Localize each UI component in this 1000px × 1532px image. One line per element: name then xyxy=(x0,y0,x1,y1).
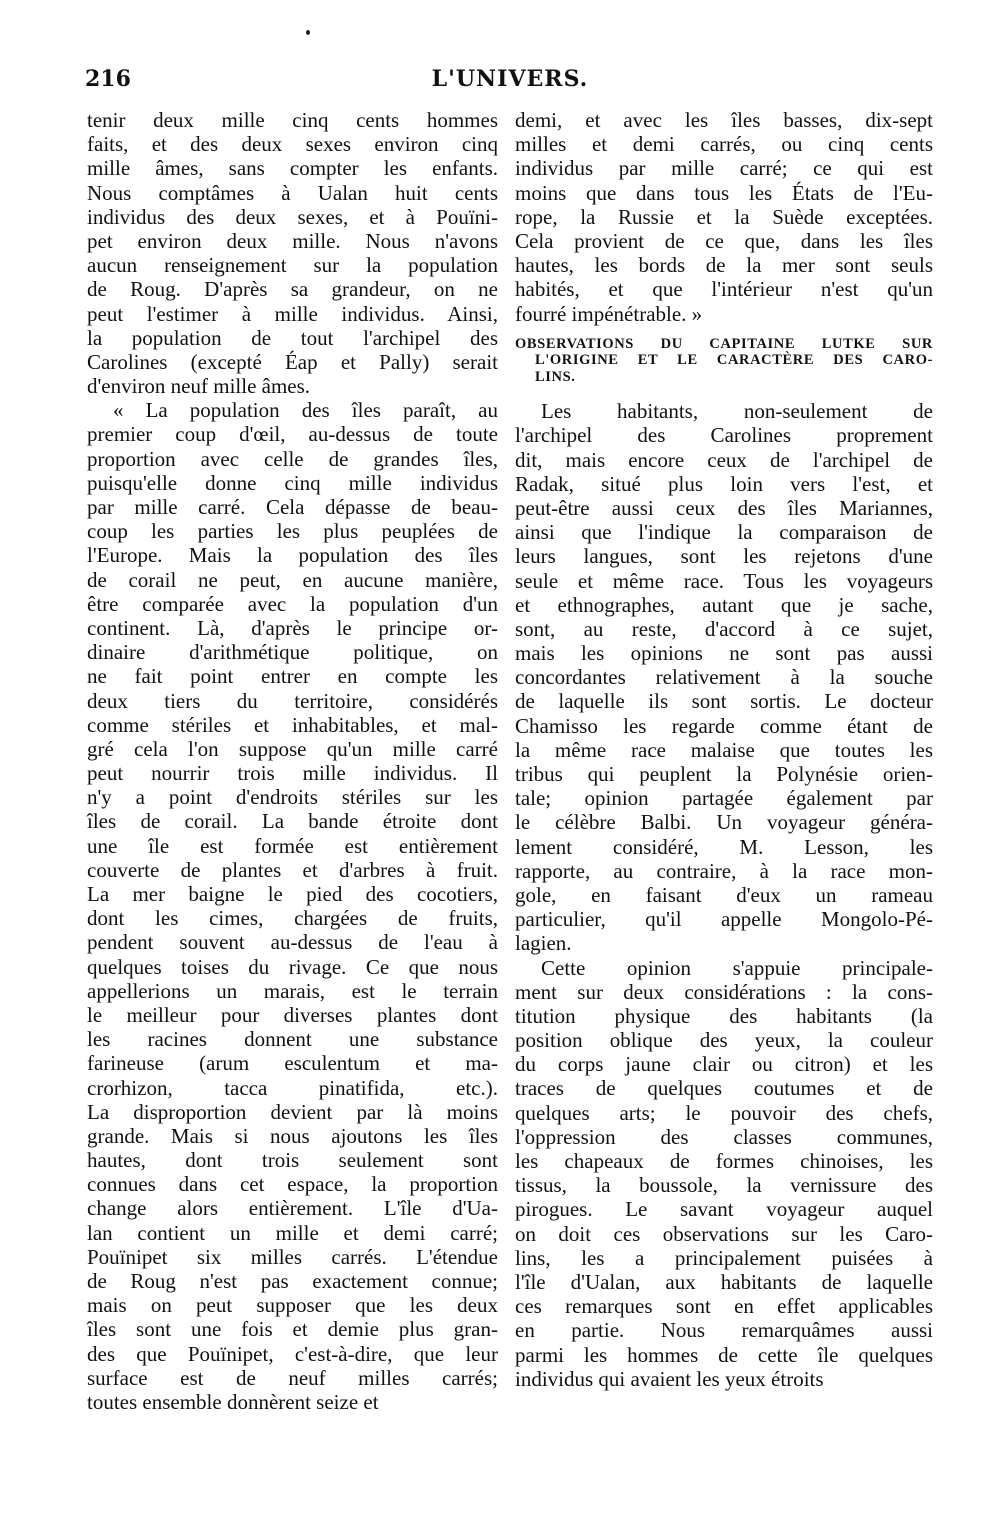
text-line: de corail ne peut, en aucune manière, xyxy=(87,567,498,592)
text-line: rope, la Russie et la Suède exceptées. xyxy=(515,204,933,229)
text-line: peut-être aussi ceux des îles Mariannes, xyxy=(515,495,933,520)
text-line: demi, et avec les îles basses, dix-sept xyxy=(515,108,933,132)
text-line: être comparée avec la population d'un xyxy=(87,591,498,616)
text-line: Cette opinion s'appuie principale- xyxy=(541,955,933,980)
text-line: quelques toises du rivage. Ce que nous xyxy=(87,954,498,979)
text-line: et ethnographes, autant que je sache, xyxy=(515,592,933,617)
text-line: milles et demi carrés, ou cinq cents xyxy=(515,132,933,157)
text-line: l'Europe. Mais la population des îles xyxy=(87,543,498,568)
text-line: lement considéré, M. Lesson, les xyxy=(515,834,933,859)
text-line: lagien. xyxy=(515,931,572,956)
text-line: pirogues. Le savant voyageur auquel xyxy=(515,1197,933,1222)
text-line: l'île d'Ualan, aux habitants de laquelle xyxy=(515,1269,933,1294)
text-line: Nous comptâmes à Ualan huit cents xyxy=(87,180,498,205)
text-line: Radak, situé plus loin vers l'est, et xyxy=(515,471,933,496)
text-line: comme stériles et inhabitables, et mal- xyxy=(87,712,498,737)
text-line: par mille carré. Cela dépasse de beau- xyxy=(87,495,498,519)
text-line: fourré impénétrable. » xyxy=(515,301,703,326)
text-line: de Roug. D'après sa grandeur, on ne xyxy=(87,277,498,302)
text-line: une île est formée est entièrement xyxy=(87,833,498,858)
text-line: aucun renseignement sur la population xyxy=(87,253,498,278)
text-line: Cela provient de ce que, dans les îles xyxy=(515,228,933,253)
text-line: continent. Là, d'après le principe or- xyxy=(87,615,498,640)
text-line: premier coup d'œil, au-dessus de toute xyxy=(87,422,498,447)
text-line: îles de corail. La bande étroite dont xyxy=(87,809,498,834)
text-line: moins que dans tous les États de l'Eu- xyxy=(515,180,933,205)
text-line: Carolines (excepté Éap et Pally) serait xyxy=(87,349,498,374)
text-line: proportion avec celle de grandes îles, xyxy=(87,446,498,471)
text-line: dit, mais encore ceux de l'archipel de xyxy=(515,447,933,472)
heading-line: LINS. xyxy=(535,368,576,385)
text-line: appellerions un marais, est le terrain xyxy=(87,978,498,1003)
text-line: habités, et que l'intérieur n'est qu'un xyxy=(515,277,933,302)
text-line: mais on peut supposer que les deux xyxy=(87,1293,498,1318)
text-line: gré cela l'on suppose qu'un mille carré xyxy=(87,736,498,761)
text-line: tribus qui peuplent la Polynésie orien- xyxy=(515,762,933,786)
text-line: la population de tout l'archipel des xyxy=(87,325,498,350)
text-line: la même race malaise que toutes les xyxy=(515,737,933,762)
text-line: îles sont une fois et demie plus gran- xyxy=(87,1317,498,1342)
heading-line: L'ORIGINE ET LE CARACTÈRE DES CARO- xyxy=(535,352,933,369)
text-line: les chapeaux de formes chinoises, les xyxy=(515,1149,933,1173)
text-line: ne fait point entrer en compte les xyxy=(87,664,498,689)
text-line: parmi les hommes de cette île quelques xyxy=(515,1342,933,1367)
text-line: sont, au reste, d'accord à ce sujet, xyxy=(515,616,933,641)
text-line: ment sur deux considérations : la cons- xyxy=(515,979,933,1004)
text-line: connues dans cet espace, la proportion xyxy=(87,1172,498,1197)
text-line: titution physique des habitants (la xyxy=(515,1003,933,1028)
text-line: individus des deux sexes, et à Pouïni- xyxy=(87,204,498,229)
text-line: position oblique des yeux, la couleur xyxy=(515,1028,933,1053)
text-line: Les habitants, non-seulement de xyxy=(541,399,933,424)
text-line: du corps jaune clair ou citron) et les xyxy=(515,1052,933,1077)
text-line: tissus, la boussole, la vernissure des xyxy=(515,1173,933,1198)
text-line: particulier, qu'il appelle Mongolo-Pé- xyxy=(515,907,933,932)
text-line: concordantes relativement à la souche xyxy=(515,665,933,690)
text-line: quelques arts; le pouvoir des chefs, xyxy=(515,1100,933,1125)
text-line: les racines donnent une substance xyxy=(87,1027,498,1052)
left-column xyxy=(87,108,498,1414)
section-heading xyxy=(515,336,933,386)
text-line: lins, les a principalement puisées à xyxy=(515,1245,933,1270)
text-line: farineuse (arum esculentum et ma- xyxy=(87,1051,498,1076)
text-line: individus qui avaient les yeux étroits xyxy=(515,1366,824,1391)
text-line: gole, en faisant d'eux un rameau xyxy=(515,882,933,907)
text-line: des que Pouïnipet, c'est-à-dire, que leur xyxy=(87,1341,498,1366)
text-line: couverte de plantes et d'arbres à fruit. xyxy=(87,857,498,882)
text-line: peut nourrir trois mille individus. Il xyxy=(87,761,498,786)
text-line: on doit ces observations sur les Caro- xyxy=(515,1221,933,1246)
text-line: tale; opinion partagée également par xyxy=(515,786,933,811)
text-line: dont les cimes, chargées de fruits, xyxy=(87,906,498,931)
heading-line: OBSERVATIONS DU CAPITAINE LUTKE SUR xyxy=(515,335,933,352)
text-line: La mer baigne le pied des cocotiers, xyxy=(87,882,498,906)
text-line: rapporte, au contraire, à la race mon- xyxy=(515,858,933,883)
text-line: mille âmes, sans compter les enfants. xyxy=(87,156,498,181)
text-line: deux tiers du territoire, considérés xyxy=(87,688,498,713)
text-line: crorhizon, tacca pinatifida, etc.). xyxy=(87,1075,498,1100)
text-line: peut l'estimer à mille individus. Ainsi, xyxy=(87,301,498,326)
text-line: traces de quelques coutumes et de xyxy=(515,1076,933,1101)
right-column-body xyxy=(515,399,933,1391)
text-line: ainsi que l'indique la comparaison de xyxy=(515,520,933,545)
text-line: grande. Mais si nous ajoutons les îles xyxy=(87,1123,498,1148)
text-line: seule et même race. Tous les voyageurs xyxy=(515,568,933,593)
text-line: La disproportion devient par là moins xyxy=(87,1099,498,1124)
running-title: L'UNIVERS. xyxy=(431,66,589,92)
text-line: de laquelle ils sont sortis. Le docteur xyxy=(515,689,933,714)
right-column xyxy=(515,108,933,1391)
text-line: de Roug n'est pas exactement connue; xyxy=(87,1269,498,1293)
text-line: ces remarques sont en effet applicables xyxy=(515,1294,933,1319)
text-line: le célèbre Balbi. Un voyageur généra- xyxy=(515,810,933,835)
text-line: pet environ deux mille. Nous n'avons xyxy=(87,228,498,253)
text-line: hautes, dont trois seulement sont xyxy=(87,1148,498,1173)
text-line: Chamisso les regarde comme étant de xyxy=(515,713,933,738)
text-line: en partie. Nous remarquâmes aussi xyxy=(515,1318,933,1343)
ink-speck xyxy=(306,30,310,35)
page-header xyxy=(85,66,935,96)
text-line: tenir deux mille cinq cents hommes xyxy=(87,108,498,132)
text-line: change alors entièrement. L'île d'Ua- xyxy=(87,1196,498,1221)
text-line: hautes, les bords de la mer sont seuls xyxy=(515,253,933,278)
text-line: l'oppression des classes communes, xyxy=(515,1124,933,1149)
text-line: n'y a point d'endroits stériles sur les xyxy=(87,785,498,810)
text-line: coup les parties les plus peuplées de xyxy=(87,519,498,544)
text-line: toutes ensemble donnèrent seize et xyxy=(87,1389,379,1414)
text-line: Pouïnipet six milles carrés. L'étendue xyxy=(87,1244,498,1269)
text-line: mais les opinions ne sont pas aussi xyxy=(515,641,933,666)
text-line: lan contient un mille et demi carré; xyxy=(87,1220,498,1245)
text-line: le meilleur pour diverses plantes dont xyxy=(87,1002,498,1027)
page-number: 216 xyxy=(85,66,131,92)
text-line: « La population des îles paraît, au xyxy=(113,398,498,423)
text-line: leurs langues, sont les rejetons d'une xyxy=(515,544,933,569)
text-line: d'environ neuf mille âmes. xyxy=(87,374,311,399)
text-line: dinaire d'arithmétique politique, on xyxy=(87,640,498,665)
text-line: surface est de neuf milles carrés; xyxy=(87,1365,498,1390)
right-column-quote-end xyxy=(515,108,933,326)
text-line: puisqu'elle donne cinq mille individus xyxy=(87,470,498,495)
text-line: faits, et des deux sexes environ cinq xyxy=(87,132,498,157)
text-line: l'archipel des Carolines proprement xyxy=(515,423,933,448)
text-line: individus par mille carré; ce qui est xyxy=(515,156,933,181)
text-line: pendent souvent au-dessus de l'eau à xyxy=(87,930,498,955)
